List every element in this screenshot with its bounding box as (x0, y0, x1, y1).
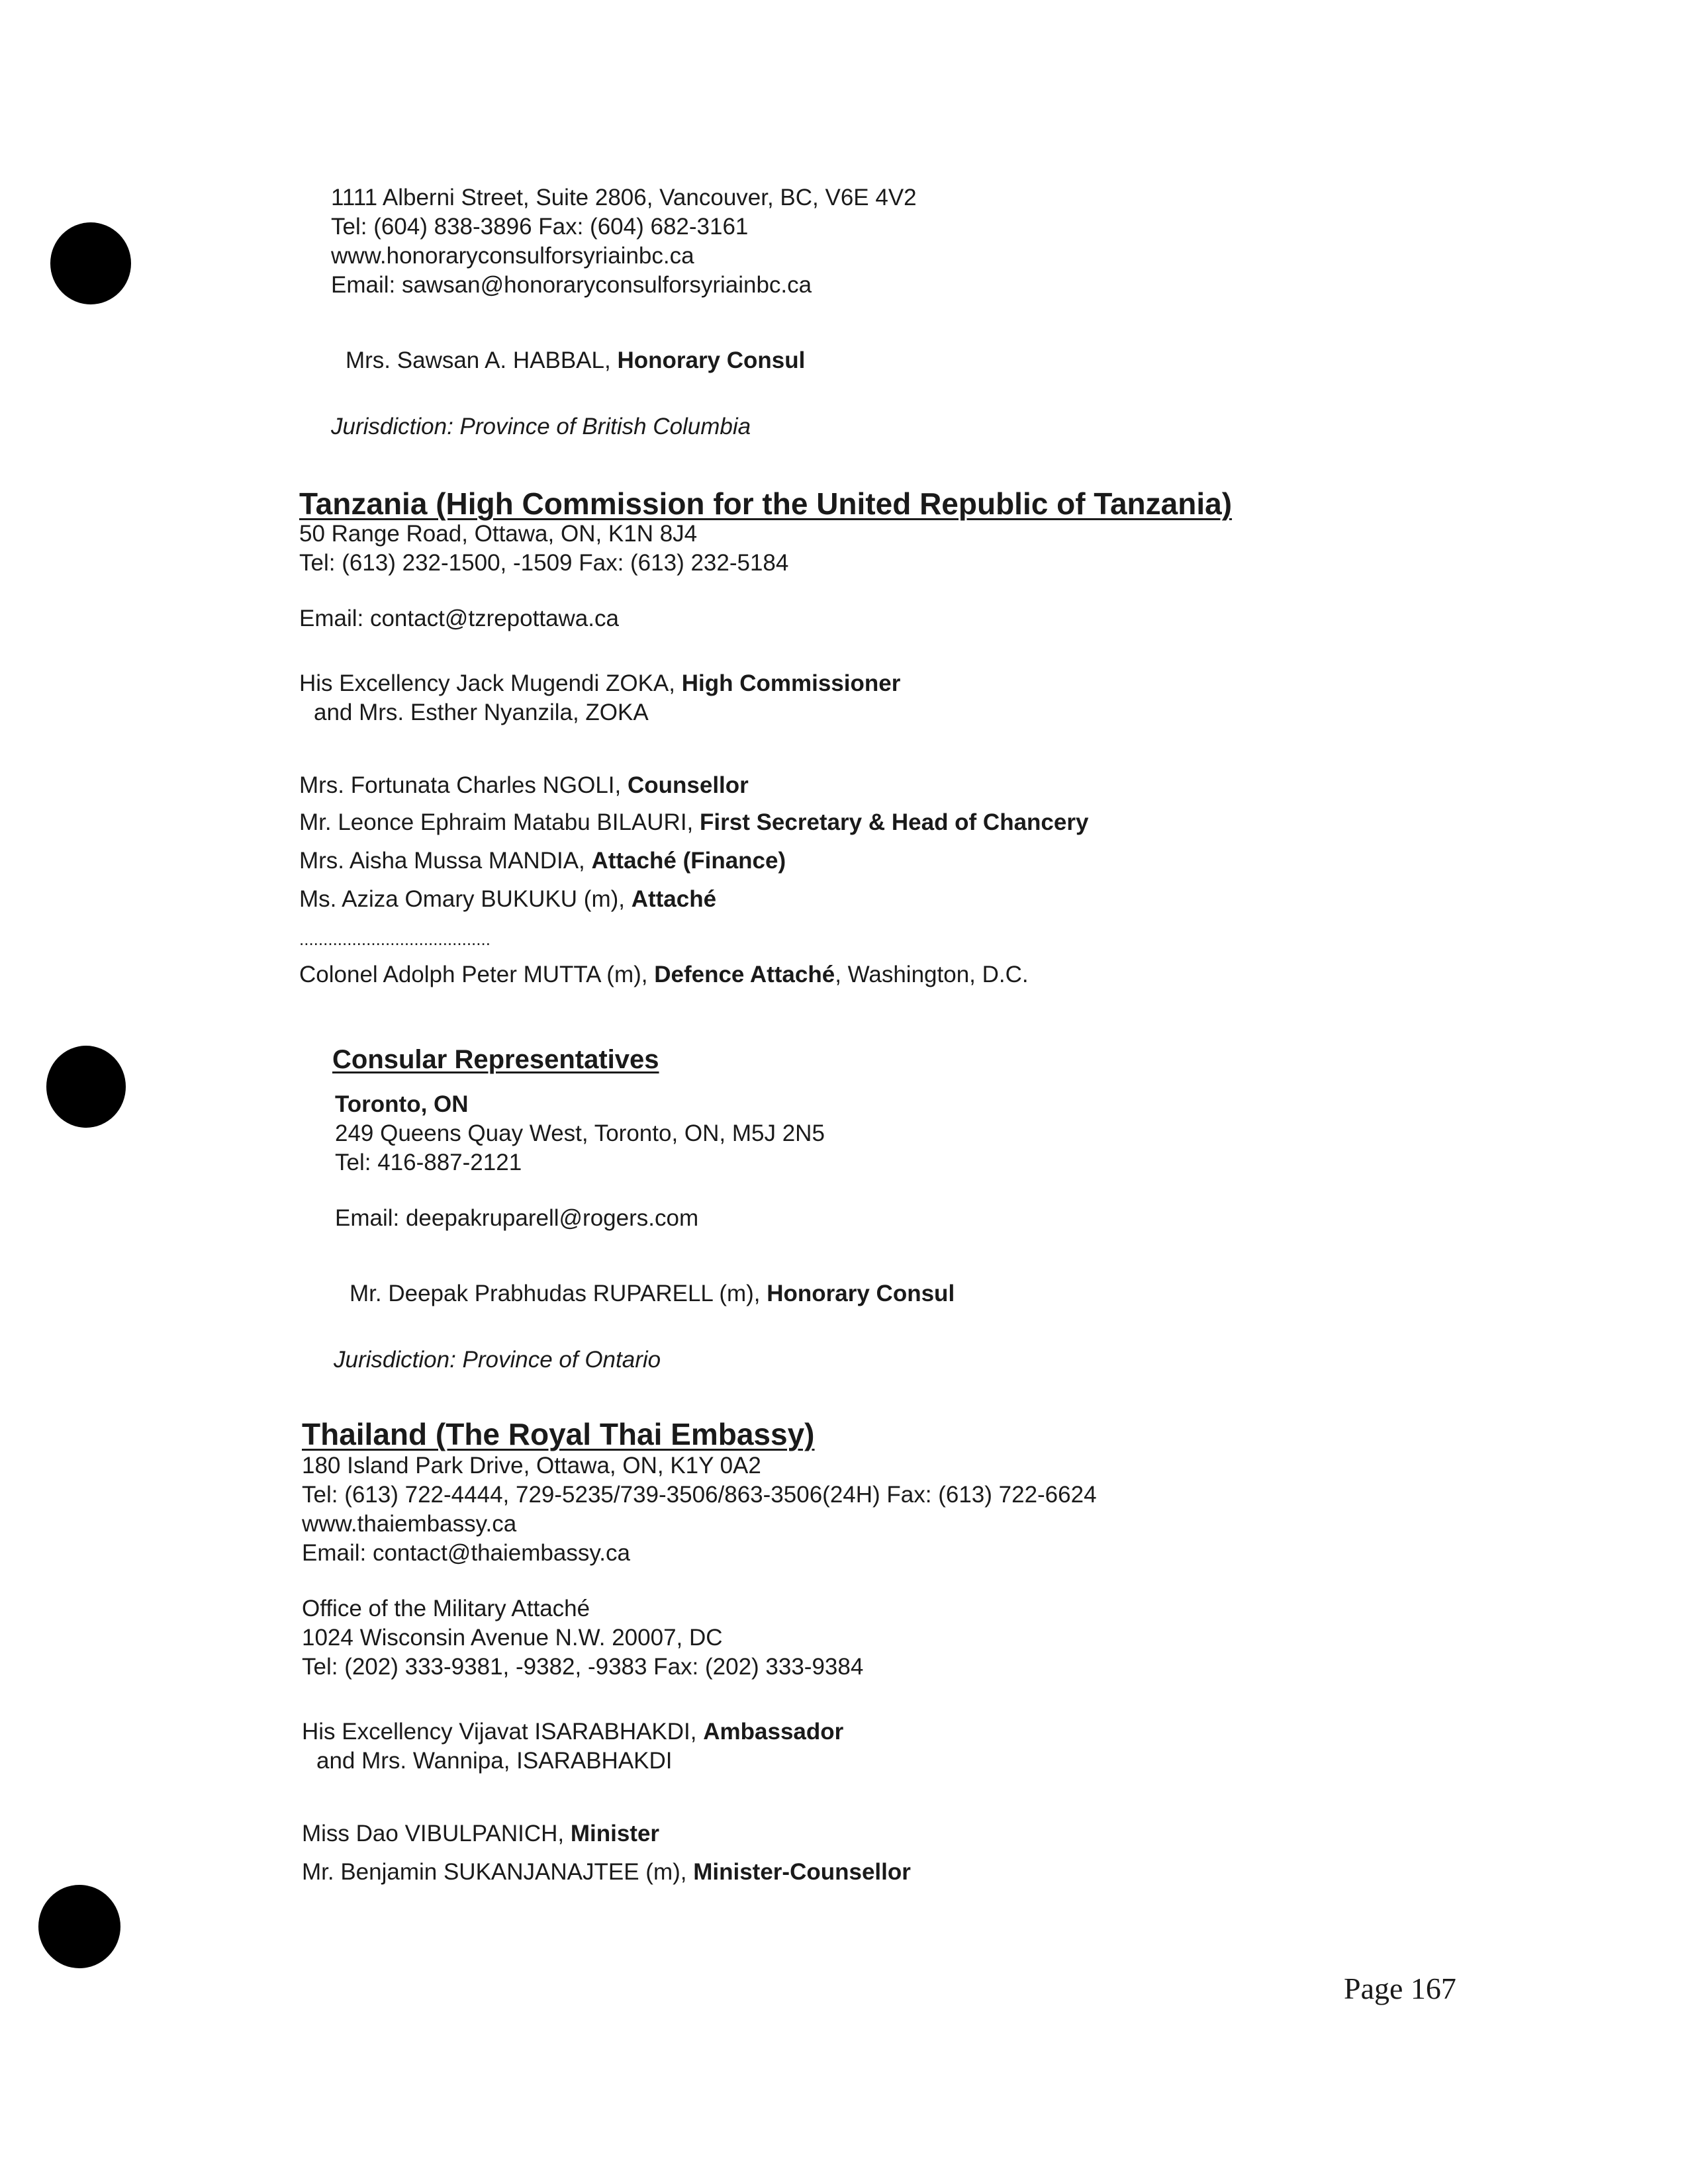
person-title: Minister-Counsellor (693, 1859, 911, 1885)
email[interactable]: Email: contact@tzrepottawa.ca (299, 606, 619, 631)
tel-fax: Tel: (613) 232-1500, -1509 Fax: (613) 232-5184 (299, 550, 789, 576)
location: , Washington, D.C. (835, 962, 1029, 987)
person-title: Ambassador (703, 1719, 844, 1745)
punch-hole-middle (46, 1046, 126, 1128)
spouse: and Mrs. Esther Nyanzila, ZOKA (314, 700, 649, 725)
person-name: Mrs. Fortunata Charles NGOLI, (299, 772, 628, 798)
military-office-address: 1024 Wisconsin Avenue N.W. 20007, DC (302, 1625, 723, 1651)
consular-city: Toronto, ON (335, 1091, 469, 1117)
military-office-label: Office of the Military Attaché (302, 1596, 590, 1621)
dotted-separator: ........................................ (299, 929, 491, 949)
staff-entry (299, 809, 1088, 837)
person-name: His Excellency Jack Mugendi ZOKA, (299, 670, 682, 696)
person-name: Miss Dao VIBULPANICH, (302, 1821, 571, 1846)
person-title: High Commissioner (681, 670, 901, 696)
person-title: Honorary Consul (767, 1281, 955, 1306)
consul-entry (350, 1280, 955, 1308)
address: 249 Queens Quay West, Toronto, ON, M5J 2N5 (335, 1120, 825, 1146)
spouse: and Mrs. Wannipa, ISARABHAKDI (316, 1748, 673, 1774)
address: 1111 Alberni Street, Suite 2806, Vancouver, BC, V6E 4V2 (331, 185, 917, 210)
head-of-mission (302, 1718, 843, 1746)
consul-entry (346, 347, 805, 375)
staff-entry (299, 886, 716, 913)
person-name: Mrs. Aisha Mussa MANDIA, (299, 848, 592, 874)
person-title: Minister (570, 1821, 660, 1846)
person-name: Mr. Benjamin SUKANJANAJTEE (m), (302, 1859, 694, 1885)
staff-entry (302, 1858, 911, 1886)
military-office-tel-fax: Tel: (202) 333-9381, -9382, -9383 Fax: (202) 333-9384 (302, 1654, 864, 1680)
person-title: Counsellor (627, 772, 749, 798)
email[interactable]: Email: deepakruparell@rogers.com (335, 1205, 699, 1231)
staff-entry (299, 772, 749, 799)
jurisdiction: Jurisdiction: Province of Ontario (334, 1347, 661, 1373)
website-link[interactable]: www.honoraryconsulforsyriainbc.ca (331, 243, 694, 269)
subsection-heading: Consular Representatives (332, 1045, 659, 1074)
country-heading: Tanzania (High Commission for the United Republic of Tanzania) (299, 486, 1233, 521)
page-number: Page 167 (1344, 1972, 1456, 2005)
head-of-mission (299, 670, 900, 698)
website-link[interactable]: www.thaiembassy.ca (302, 1511, 517, 1537)
address: 180 Island Park Drive, Ottawa, ON, K1Y 0A2 (302, 1453, 761, 1479)
person-title: Honorary Consul (617, 347, 806, 373)
person-title: Attaché (Finance) (591, 848, 786, 874)
staff-entry (302, 1820, 659, 1848)
person-name: Colonel Adolph Peter MUTTA (m), (299, 962, 655, 987)
tel: Tel: 416-887-2121 (335, 1150, 522, 1175)
person-name: Ms. Aziza Omary BUKUKU (m), (299, 886, 632, 912)
person-name: His Excellency Vijavat ISARABHAKDI, (302, 1719, 704, 1745)
country-heading: Thailand (The Royal Thai Embassy) (302, 1417, 815, 1451)
punch-hole-top (50, 222, 131, 304)
email[interactable]: Email: contact@thaiembassy.ca (302, 1540, 630, 1566)
defence-attache-entry (299, 961, 1029, 989)
jurisdiction: Jurisdiction: Province of British Columbia (331, 414, 751, 439)
tel-fax: Tel: (604) 838-3896 Fax: (604) 682-3161 (331, 214, 749, 240)
tel-fax: Tel: (613) 722-4444, 729-5235/739-3506/863-3506(24H) Fax: (613) 722-6624 (302, 1482, 1097, 1508)
address: 50 Range Road, Ottawa, ON, K1N 8J4 (299, 521, 698, 547)
punch-hole-bottom (38, 1885, 120, 1968)
email[interactable]: Email: sawsan@honoraryconsulforsyriainbc.ca (331, 272, 812, 298)
person-title: Attaché (631, 886, 717, 912)
person-name: Mr. Deepak Prabhudas RUPARELL (m), (350, 1281, 767, 1306)
person-title: First Secretary & Head of Chancery (700, 809, 1089, 835)
person-title: Defence Attaché (654, 962, 835, 987)
person-name: Mrs. Sawsan A. HABBAL, (346, 347, 618, 373)
staff-entry (299, 847, 786, 875)
person-name: Mr. Leonce Ephraim Matabu BILAURI, (299, 809, 700, 835)
